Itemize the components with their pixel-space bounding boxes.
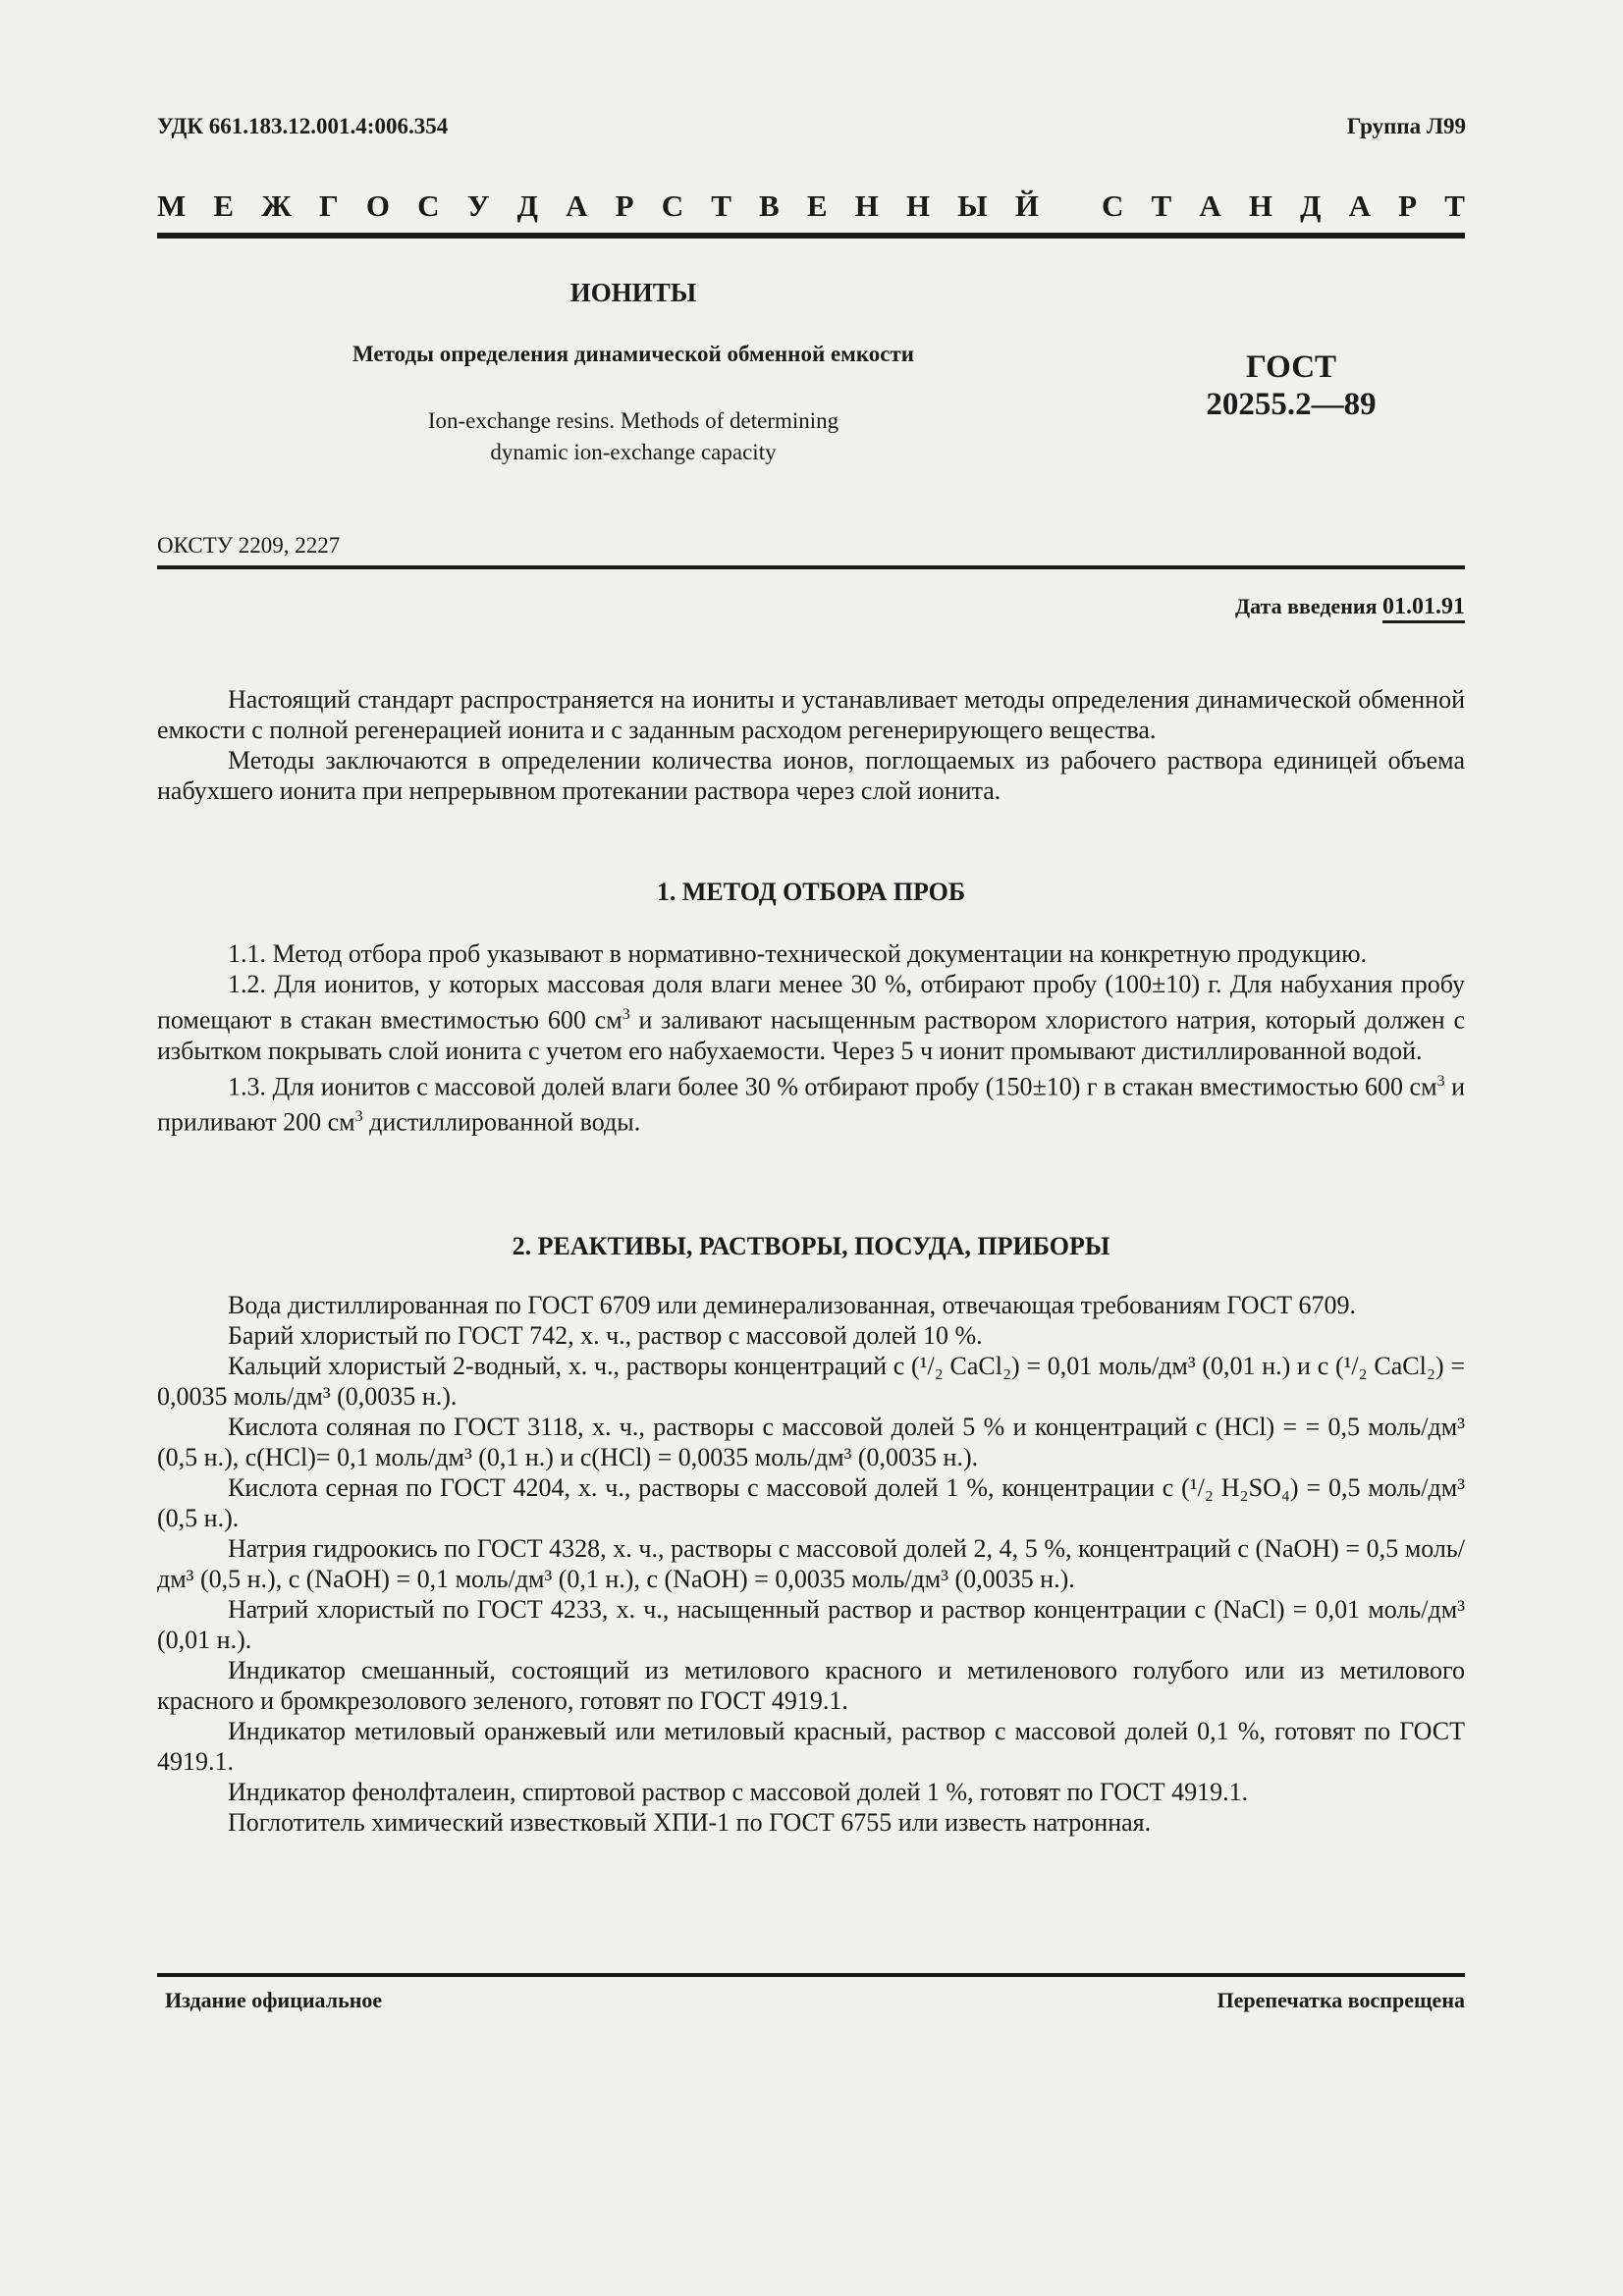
reagent-water: Вода дистиллированная по ГОСТ 6709 или деминерализованная, отвечающая требованиям ГОСТ 6709.: [228, 1291, 1357, 1319]
effective-date: [1235, 594, 1465, 620]
clause-1-2: 1.2. Для ионитов, у которых массовая доля влаги менее 30 %, отбирают пробу (100±10) г. Для набухания пробу помещают в стакан вместимостью 600 $см^3$ и заливают насыщенным раствором хлористого натрия, который должен с избытком покрывать слой ионита с учетом его набухаемости. Через 5 ч ионит промывают дистиллированной водой.: [157, 970, 1465, 1065]
standard-type-letter: М: [157, 188, 187, 223]
standard-type-letter: У: [466, 188, 490, 223]
reagent-nacl: Натрий хлористый по ГОСТ 4233, х. ч., насыщенный раствор и раствор концентрации c (NaCl) = 0,01 моль/дм³ (0,01 н.).: [157, 1595, 1465, 1654]
reagent-methyl-indicator: Индикатор метиловый оранжевый или метиловый красный, раствор с массовой долей 0,1 %, готовят по ГОСТ 4919.1.: [157, 1717, 1465, 1776]
gost-number: 20255.2—89: [1206, 387, 1377, 422]
gost-designation: [1139, 348, 1443, 423]
okstu-code: ОКСТУ 2209, 2227: [157, 533, 341, 558]
section-2-body: [157, 1290, 1465, 1838]
standard-type-letter: Р: [615, 188, 634, 223]
standard-type-letter: Д: [1300, 188, 1322, 223]
standard-type-letter: С: [417, 188, 440, 223]
standard-type-letter: Г: [319, 188, 339, 223]
reagent-absorber: Поглотитель химический известковый ХПИ-1 по ГОСТ 6755 или известь натронная.: [228, 1808, 1152, 1837]
standard-type-letter: Н: [854, 188, 879, 223]
standard-type-heading: [157, 187, 1465, 226]
standard-type-letter: Ы: [957, 188, 988, 223]
clause-1-3: 1.3. Для ионитов с массовой долей влаги более 30 % отбирают пробу (150±10) г в стакан вместимостью 600 $см^3$ и приливают 200 $см^3$ дистиллированной воды.: [157, 1072, 1465, 1137]
document-subtitle: Методы определения динамической обменной емкости: [352, 342, 915, 366]
standard-type-letter: Т: [711, 188, 731, 223]
standard-type-letter: Н: [905, 188, 931, 223]
standard-type-letter: Т: [1444, 188, 1465, 223]
footer-edition: Издание официальное: [165, 1988, 383, 2012]
intro-paragraph-2: Методы заключаются в определении количества ионов, поглощаемых из рабочего раствора единицей объема набухшего ионита при непрерывном протекании раствора через слой ионита.: [157, 746, 1465, 805]
section-1-body: [157, 938, 1465, 1138]
english-title: [157, 405, 1109, 468]
standard-type-letter: Е: [213, 188, 235, 223]
standard-type-letter: Т: [1151, 188, 1172, 223]
reagent-calcium: Кальций хлористый 2-водный, х. ч., растворы концентраций c (¹/₂ CaCl₂) = 0,01 моль/дм³ (0,01 н.) и c (¹/₂ CaCl₂) = 0,0035 моль/дм³ (0,0035 н.).: [157, 1352, 1465, 1411]
standard-type-letter: С: [661, 188, 684, 223]
english-title-line-2: dynamic ion-exchange capacity: [490, 440, 777, 464]
reagent-h2so4: Кислота серная по ГОСТ 4204, х. ч., растворы с массовой долей 1 %, концентрации c (¹/₂ H₂SO₄) = 0,5 моль/дм³ (0,5 н.).: [157, 1473, 1465, 1532]
standard-type-letter: О: [365, 188, 391, 223]
english-title-line-1: Ion-exchange resins. Methods of determining: [427, 408, 839, 433]
standard-type-letter: А: [1199, 188, 1221, 223]
standard-type-letter: А: [566, 188, 588, 223]
effective-date-value: 01.01.91: [1382, 594, 1465, 623]
standard-type-letter: Ж: [261, 188, 292, 223]
footer-copyright: Перепечатка воспрещена: [1217, 1988, 1465, 2012]
standard-type-letter: Е: [806, 188, 828, 223]
reagent-barium: Барий хлористый по ГОСТ 742, х. ч., раствор с массовой долей 10 %.: [228, 1321, 983, 1350]
reagent-mixed-indicator: Индикатор смешанный, состоящий из метилового красного и метиленового голубого или из метилового красного и бромкрезолового зеленого, готовят по ГОСТ 4919.1.: [157, 1656, 1465, 1715]
standard-type-letter: Н: [1248, 188, 1272, 223]
intro-block: [157, 684, 1465, 806]
effective-date-label: Дата введения: [1234, 594, 1378, 618]
standard-type-letter: [1066, 188, 1074, 224]
section-1-heading: 1. МЕТОД ОТБОРА ПРОБ: [656, 878, 966, 906]
udk-code: УДК 661.183.12.001.4:006.354: [157, 114, 449, 138]
header-divider: [157, 233, 1465, 239]
meta-divider: [157, 565, 1465, 569]
section-2-heading: 2. РЕАКТИВЫ, РАСТВОРЫ, ПОСУДА, ПРИБОРЫ: [512, 1232, 1110, 1260]
clause-1-1: 1.1. Метод отбора проб указывают в нормативно-технической документации на конкретную продукцию.: [228, 939, 1368, 968]
standard-type-letter: Д: [516, 188, 538, 223]
reagent-phenolphthalein: Индикатор фенолфталеин, спиртовой раствор с массовой долей 1 %, готовят по ГОСТ 4919.1.: [228, 1778, 1249, 1806]
group-code: Группа Л99: [1346, 114, 1466, 138]
intro-paragraph-1: Настоящий стандарт распространяется на иониты и устанавливает методы определения динамической обменной емкости с полной регенерацией ионита и с заданным расходом регенерирующего вещества.: [157, 685, 1465, 744]
reagent-naoh: Натрия гидроокись по ГОСТ 4328, х. ч., растворы с массовой долей 2, 4, 5 %, концентраций c (NaOH) = 0,5 моль/дм³ (0,5 н.), c (NaOH) = 0,1 моль/дм³ (0,1 н.), c (NaOH) = 0,0035 моль/дм³ (0,0035 н.).: [157, 1534, 1465, 1593]
standard-type-letter: В: [759, 188, 780, 223]
standard-type-letter: С: [1101, 188, 1124, 223]
footer-divider: [157, 1973, 1465, 1977]
standard-type-letter: Й: [1014, 188, 1039, 223]
gost-label: ГОСТ: [1245, 349, 1337, 385]
document-title: ИОНИТЫ: [569, 278, 697, 307]
reagent-hcl: Кислота соляная по ГОСТ 3118, х. ч., растворы с массовой долей 5 % и концентраций c (HCl) = = 0,5 моль/дм³ (0,5 н.), c(HCl)= 0,1 моль/дм³ (0,1 н.) и c(HCl) = 0,0035 моль/дм³ (0,0035 н.).: [157, 1413, 1465, 1471]
standard-type-letter: А: [1348, 188, 1371, 223]
standard-type-letter: Р: [1398, 188, 1418, 223]
